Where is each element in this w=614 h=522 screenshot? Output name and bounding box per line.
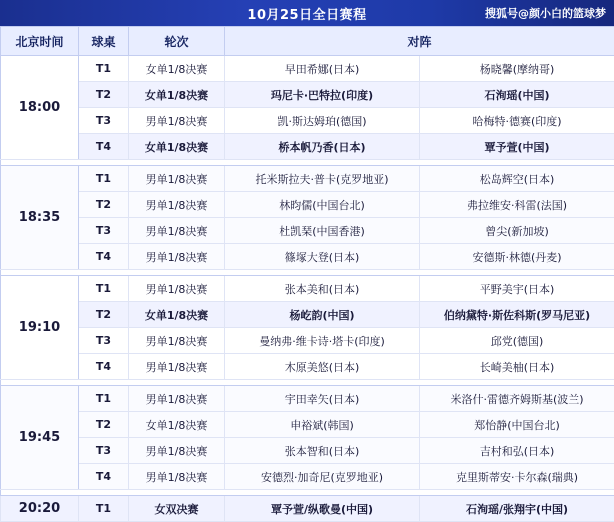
match-time: 19:10 [1, 276, 79, 380]
player-right: 邱党(德国) [420, 328, 614, 354]
source-watermark: 搜狐号@颜小白的篮球梦 [485, 0, 606, 26]
round-name: 男单1/8决赛 [129, 386, 225, 412]
player-left: 曼纳弗·维卡诗·塔卡(印度) [225, 328, 420, 354]
table-number: T3 [79, 438, 129, 464]
player-right: 曾尖(新加坡) [420, 218, 614, 244]
page-banner [0, 0, 614, 26]
player-left: 安德烈·加奇尼(克罗地亚) [225, 464, 420, 490]
table-row [1, 108, 614, 134]
player-right: 米洛什·雷德齐姆斯基(波兰) [420, 386, 614, 412]
player-left: 篠塚大登(日本) [225, 244, 420, 270]
column-header-match: 对阵 [225, 27, 614, 56]
player-left: 凯·斯达姆珀(德国) [225, 108, 420, 134]
player-left: 木原美悠(日本) [225, 354, 420, 380]
table-row [1, 496, 614, 522]
player-right: 弗拉维安·科雷(法国) [420, 192, 614, 218]
table-row [1, 192, 614, 218]
player-right: 安德斯·林德(丹麦) [420, 244, 614, 270]
table-number: T1 [79, 496, 129, 522]
round-name: 男单1/8决赛 [129, 244, 225, 270]
match-time: 18:35 [1, 166, 79, 270]
player-left: 申裕斌(韩国) [225, 412, 420, 438]
player-right: 覃予萱(中国) [420, 134, 614, 160]
table-row [1, 328, 614, 354]
player-left: 覃予萱/纵歌曼(中国) [225, 496, 420, 522]
schedule-table [0, 26, 614, 522]
player-right: 松岛辉空(日本) [420, 166, 614, 192]
table-body [1, 56, 614, 522]
round-name: 女单1/8决赛 [129, 134, 225, 160]
player-right: 石洵瑶(中国) [420, 82, 614, 108]
table-number: T4 [79, 354, 129, 380]
table-number: T4 [79, 134, 129, 160]
round-name: 女单1/8决赛 [129, 302, 225, 328]
player-right: 郑怡静(中国台北) [420, 412, 614, 438]
player-right: 平野美宇(日本) [420, 276, 614, 302]
round-name: 男单1/8决赛 [129, 354, 225, 380]
player-left: 林昀儒(中国台北) [225, 192, 420, 218]
table-number: T2 [79, 302, 129, 328]
player-left: 张本智和(日本) [225, 438, 420, 464]
table-number: T3 [79, 328, 129, 354]
round-name: 女单1/8决赛 [129, 412, 225, 438]
table-row [1, 218, 614, 244]
table-number: T1 [79, 166, 129, 192]
round-name: 男单1/8决赛 [129, 328, 225, 354]
player-left: 玛尼卡·巴特拉(印度) [225, 82, 420, 108]
player-right: 杨晓馨(摩纳哥) [420, 56, 614, 82]
round-name: 女双决赛 [129, 496, 225, 522]
page-title: 10月25日全日赛程 [0, 0, 614, 26]
round-name: 男单1/8决赛 [129, 108, 225, 134]
player-right: 哈梅特·德赛(印度) [420, 108, 614, 134]
round-name: 男单1/8决赛 [129, 276, 225, 302]
player-left: 桥本帆乃香(日本) [225, 134, 420, 160]
table-row [1, 166, 614, 192]
table-number: T1 [79, 386, 129, 412]
player-right: 石洵瑶/张翔宇(中国) [420, 496, 614, 522]
round-name: 男单1/8决赛 [129, 192, 225, 218]
player-right: 伯纳黛特·斯佐科斯(罗马尼亚) [420, 302, 614, 328]
player-left: 宇田幸矢(日本) [225, 386, 420, 412]
player-left: 杨屹韵(中国) [225, 302, 420, 328]
table-number: T1 [79, 56, 129, 82]
round-name: 男单1/8决赛 [129, 166, 225, 192]
round-name: 男单1/8决赛 [129, 464, 225, 490]
round-name: 男单1/8决赛 [129, 438, 225, 464]
table-number: T3 [79, 218, 129, 244]
player-left: 张本美和(日本) [225, 276, 420, 302]
round-name: 女单1/8决赛 [129, 56, 225, 82]
player-right: 长崎美柚(日本) [420, 354, 614, 380]
round-name: 女单1/8决赛 [129, 82, 225, 108]
table-header [1, 27, 614, 56]
round-name: 男单1/8决赛 [129, 218, 225, 244]
player-left: 早田希娜(日本) [225, 56, 420, 82]
table-number: T4 [79, 244, 129, 270]
match-time: 19:45 [1, 386, 79, 490]
table-row [1, 302, 614, 328]
table-row [1, 244, 614, 270]
table-row [1, 464, 614, 490]
table-row [1, 56, 614, 82]
table-number: T3 [79, 108, 129, 134]
column-header-table: 球桌 [79, 27, 129, 56]
table-number: T2 [79, 82, 129, 108]
player-right: 克里斯蒂安·卡尔森(瑞典) [420, 464, 614, 490]
column-header-time: 北京时间 [1, 27, 79, 56]
table-row [1, 354, 614, 380]
player-left: 杜凯琹(中国香港) [225, 218, 420, 244]
column-header-round: 轮次 [129, 27, 225, 56]
table-number: T2 [79, 412, 129, 438]
table-number: T2 [79, 192, 129, 218]
table-row [1, 386, 614, 412]
table-row [1, 412, 614, 438]
table-row [1, 134, 614, 160]
table-number: T4 [79, 464, 129, 490]
player-right: 吉村和弘(日本) [420, 438, 614, 464]
table-row [1, 438, 614, 464]
table-row [1, 276, 614, 302]
table-row [1, 82, 614, 108]
match-time: 18:00 [1, 56, 79, 160]
match-time: 20:20 [1, 496, 79, 522]
player-left: 托米斯拉夫·普卡(克罗地亚) [225, 166, 420, 192]
table-number: T1 [79, 276, 129, 302]
